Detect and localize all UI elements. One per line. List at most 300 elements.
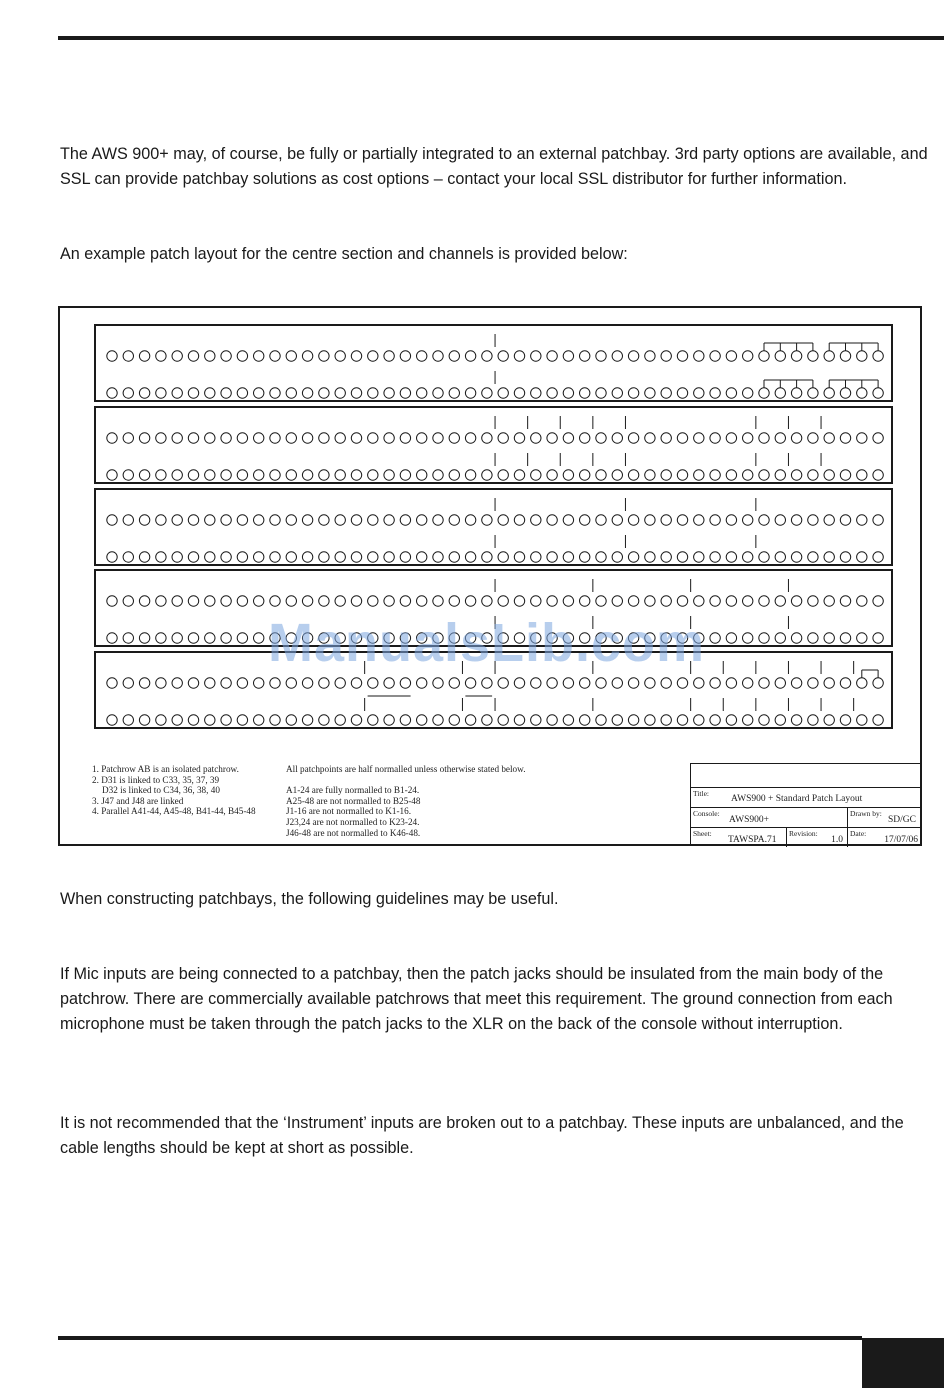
patch-jack [286, 470, 296, 480]
patch-jack [319, 515, 329, 525]
patch-jack [368, 552, 378, 562]
patch-jack [840, 470, 850, 480]
note: 1. Patchrow AB is an isolated patchrow. [92, 764, 239, 774]
link-bracket [764, 380, 813, 388]
patch-jack [433, 552, 443, 562]
patch-jack [221, 470, 231, 480]
patch-jack [857, 552, 867, 562]
patch-jack [254, 433, 264, 443]
patch-jack [368, 433, 378, 443]
patch-jack [759, 715, 769, 725]
patch-jack [759, 552, 769, 562]
patch-jack [188, 633, 198, 643]
patch-jack [873, 515, 883, 525]
patch-jack [791, 678, 801, 688]
patch-jack [465, 715, 475, 725]
patch-jack [580, 678, 590, 688]
patch-jack [547, 470, 557, 480]
bay-1-drawing [96, 326, 891, 400]
patch-jack [351, 351, 361, 361]
patch-jack [628, 678, 638, 688]
patch-jack [563, 596, 573, 606]
patch-jack [531, 470, 541, 480]
patch-jack [547, 351, 557, 361]
note: 2. D31 is linked to C33, 35, 37, 39 [92, 774, 220, 785]
date-cell [848, 828, 922, 847]
patch-jack [319, 552, 329, 562]
patch-jack [335, 715, 345, 725]
page-corner-block [862, 1338, 944, 1388]
patch-jack [123, 433, 133, 443]
patch-jack [645, 678, 655, 688]
patch-jack [433, 515, 443, 525]
sheet-value: TAWSPA.71 [728, 835, 777, 845]
patch-jack [808, 433, 818, 443]
patch-jack [335, 433, 345, 443]
patch-jack [123, 596, 133, 606]
patch-jack [873, 470, 883, 480]
patch-jack [270, 388, 280, 398]
patch-jack [368, 678, 378, 688]
patch-jack [107, 715, 117, 725]
patch-jack [596, 433, 606, 443]
patch-jack [710, 633, 720, 643]
patch-jack [449, 678, 459, 688]
patch-jack [156, 388, 166, 398]
patch-jack [107, 633, 117, 643]
patch-jack [384, 433, 394, 443]
patch-jack [205, 715, 215, 725]
patch-jack [270, 470, 280, 480]
patch-jack [335, 515, 345, 525]
patch-jack [628, 470, 638, 480]
patch-jack [694, 433, 704, 443]
patch-jack [547, 433, 557, 443]
patch-jack [286, 433, 296, 443]
patchbay-row-3 [94, 488, 893, 566]
patch-jack [286, 552, 296, 562]
patch-jack [188, 351, 198, 361]
patch-jack [156, 433, 166, 443]
patch-jack [661, 351, 671, 361]
patch-jack [254, 633, 264, 643]
patch-jack [433, 678, 443, 688]
patch-jack [335, 351, 345, 361]
patch-jack [645, 388, 655, 398]
patch-jack [873, 433, 883, 443]
patch-jack [254, 351, 264, 361]
patch-jack [172, 633, 182, 643]
patch-jack [123, 388, 133, 398]
patch-jack [498, 351, 508, 361]
drawn-by-value: SD/GC [888, 815, 916, 825]
patch-jack [694, 596, 704, 606]
link-bracket [862, 670, 878, 678]
patch-jack [417, 433, 427, 443]
patch-jack [335, 678, 345, 688]
patch-jack [612, 715, 622, 725]
bay-3-drawing [96, 490, 891, 564]
patch-jack [384, 715, 394, 725]
patch-jack [547, 678, 557, 688]
patch-jack [482, 388, 492, 398]
patch-jack [286, 388, 296, 398]
patch-jack [645, 433, 655, 443]
patch-jack [840, 552, 850, 562]
instrument-inputs-paragraph: It is not recommended that the ‘Instrument’ inputs are broken out to a patchbay. These inputs are unbalanced, and the cable lengths should be kept at short as possible. [60, 1114, 904, 1157]
patch-jack [449, 715, 459, 725]
console-label: Console: [693, 809, 720, 818]
patch-jack [384, 678, 394, 688]
patch-jack [188, 678, 198, 688]
patch-jack [775, 633, 785, 643]
date-value: 17/07/06 [884, 835, 918, 845]
patch-jack [824, 552, 834, 562]
patch-jack [840, 596, 850, 606]
patch-jack [840, 388, 850, 398]
title-value: AWS900 + Standard Patch Layout [731, 794, 863, 804]
patch-jack [156, 552, 166, 562]
patch-jack [286, 715, 296, 725]
drawn-by-label: Drawn by: [850, 809, 882, 818]
patch-jack [254, 470, 264, 480]
patch-jack [286, 351, 296, 361]
patch-jack [677, 678, 687, 688]
patch-jack [172, 470, 182, 480]
patch-jack [596, 596, 606, 606]
patch-jack [302, 596, 312, 606]
patch-jack [873, 351, 883, 361]
patch-jack [237, 433, 247, 443]
patch-jack [628, 351, 638, 361]
patch-jack [139, 388, 149, 398]
patch-jack [743, 678, 753, 688]
patch-jack [661, 596, 671, 606]
patch-jack [465, 433, 475, 443]
patch-jack [531, 388, 541, 398]
patch-jack [254, 715, 264, 725]
patch-jack [612, 515, 622, 525]
patch-jack [808, 515, 818, 525]
patch-jack [547, 388, 557, 398]
patch-jack [743, 433, 753, 443]
patch-jack [221, 715, 231, 725]
patch-jack [710, 388, 720, 398]
patch-jack [514, 596, 524, 606]
top-rule [58, 36, 944, 40]
patch-jack [156, 678, 166, 688]
patch-jack [368, 351, 378, 361]
patch-jack [221, 351, 231, 361]
mic-inputs-paragraph: If Mic inputs are being connected to a patchbay, then the patch jacks should be insulated from the main body of the patchrow. There are commercially available patchrows that meet this requirement. The ground connection from each microphone must be taken through the patch jacks to the XLR on the back of the console without interruption. [60, 965, 893, 1033]
patch-jack [824, 351, 834, 361]
link-bracket [764, 343, 813, 351]
patch-jack [612, 678, 622, 688]
patch-jack [123, 678, 133, 688]
patch-jack [873, 678, 883, 688]
patch-jack [743, 351, 753, 361]
patch-jack [302, 388, 312, 398]
patch-jack [123, 715, 133, 725]
patch-jack [628, 596, 638, 606]
patch-jack [840, 351, 850, 361]
patch-jack [563, 433, 573, 443]
patch-jack [808, 388, 818, 398]
patch-jack [873, 715, 883, 725]
patch-jack [596, 715, 606, 725]
patch-jack [351, 552, 361, 562]
patch-jack [694, 351, 704, 361]
patch-jack [237, 715, 247, 725]
patch-jack [547, 715, 557, 725]
patch-jack [726, 552, 736, 562]
patch-jack [563, 470, 573, 480]
patch-jack [335, 470, 345, 480]
patch-jack [400, 678, 410, 688]
patch-jack [824, 433, 834, 443]
patch-jack [710, 351, 720, 361]
patch-jack [417, 678, 427, 688]
patch-jack [172, 596, 182, 606]
patch-jack [840, 515, 850, 525]
patch-jack [107, 515, 117, 525]
patch-jack [759, 388, 769, 398]
patch-jack [645, 552, 655, 562]
patch-jack [759, 470, 769, 480]
patch-jack [726, 715, 736, 725]
patch-jack [645, 515, 655, 525]
patch-jack [645, 351, 655, 361]
patch-jack [677, 552, 687, 562]
patch-jack [482, 678, 492, 688]
patch-jack [645, 715, 655, 725]
patch-jack [172, 433, 182, 443]
patch-jack [775, 515, 785, 525]
patch-jack [498, 433, 508, 443]
patch-jack [824, 678, 834, 688]
patch-jack [775, 715, 785, 725]
patch-jack [335, 388, 345, 398]
patch-jack [139, 470, 149, 480]
patch-jack [580, 715, 590, 725]
patch-jack [449, 515, 459, 525]
patch-jack [368, 596, 378, 606]
patch-jack [791, 470, 801, 480]
patch-jack [824, 388, 834, 398]
patch-jack [677, 351, 687, 361]
patch-jack [433, 351, 443, 361]
patch-jack [514, 715, 524, 725]
patch-jack [417, 351, 427, 361]
patch-jack [254, 388, 264, 398]
patch-jack [139, 351, 149, 361]
patch-jack [156, 596, 166, 606]
patch-jack [302, 351, 312, 361]
patch-jack [205, 678, 215, 688]
normals-heading: All patchpoints are half normalled unless otherwise stated below. [286, 764, 526, 774]
patch-jack [661, 388, 671, 398]
patch-jack [775, 552, 785, 562]
patch-jack [270, 715, 280, 725]
patch-jack [791, 433, 801, 443]
patch-jack [726, 633, 736, 643]
patch-jack [433, 715, 443, 725]
patch-jack [775, 596, 785, 606]
patch-jack [368, 515, 378, 525]
revision-value: 1.0 [831, 835, 843, 845]
patch-jack [384, 596, 394, 606]
patch-jack [237, 633, 247, 643]
patch-jack [677, 515, 687, 525]
patch-jack [417, 515, 427, 525]
patch-jack [172, 552, 182, 562]
patch-jack [384, 388, 394, 398]
patch-jack [107, 552, 117, 562]
patch-jack [808, 470, 818, 480]
patch-jack [482, 433, 492, 443]
patch-jack [237, 388, 247, 398]
patch-jack [205, 515, 215, 525]
patch-jack [808, 351, 818, 361]
patch-jack [433, 388, 443, 398]
patch-jack [172, 678, 182, 688]
patch-jack [400, 515, 410, 525]
guidelines-paragraph: When constructing patchbays, the following guidelines may be useful. [60, 890, 559, 908]
sheet-cell [691, 828, 787, 847]
patch-jack [726, 388, 736, 398]
patch-jack [221, 633, 231, 643]
patch-jack [677, 596, 687, 606]
patch-jack [188, 470, 198, 480]
patch-jack [791, 596, 801, 606]
drawn-by-cell [848, 808, 922, 828]
patch-jack [531, 596, 541, 606]
normal-note: J46-48 are not normalled to K46-48. [286, 827, 421, 838]
patch-jack [857, 388, 867, 398]
patch-jack [107, 470, 117, 480]
patch-jack [857, 470, 867, 480]
patch-jack [237, 596, 247, 606]
patch-jack [351, 388, 361, 398]
patch-jack [514, 388, 524, 398]
patch-jack [205, 596, 215, 606]
patch-jack [482, 351, 492, 361]
patch-jack [465, 351, 475, 361]
patch-jack [400, 715, 410, 725]
patch-jack [726, 470, 736, 480]
patch-jack [498, 388, 508, 398]
patch-jack [791, 633, 801, 643]
patch-jack [417, 388, 427, 398]
patch-jack [465, 678, 475, 688]
patch-jack [188, 715, 198, 725]
patch-jack [465, 470, 475, 480]
patch-jack [319, 596, 329, 606]
patch-jack [857, 715, 867, 725]
patch-jack [873, 633, 883, 643]
patch-jack [710, 552, 720, 562]
patch-jack [465, 515, 475, 525]
patch-jack [156, 351, 166, 361]
patch-jack [319, 470, 329, 480]
patch-jack [368, 715, 378, 725]
date-label: Date: [850, 829, 867, 838]
patchbay-row-1 [94, 324, 893, 402]
patch-jack [270, 678, 280, 688]
patch-jack [612, 351, 622, 361]
patch-jack [107, 351, 117, 361]
patch-jack [172, 388, 182, 398]
patch-jack [531, 515, 541, 525]
patch-jack [221, 388, 231, 398]
patch-jack [319, 388, 329, 398]
patch-jack [726, 515, 736, 525]
patch-jack [596, 351, 606, 361]
patch-jack [580, 388, 590, 398]
patch-jack [384, 552, 394, 562]
patch-jack [205, 633, 215, 643]
patch-jack [188, 433, 198, 443]
patch-jack [873, 596, 883, 606]
normal-note: A1-24 are fully normalled to B1-24. [286, 785, 420, 796]
patch-jack [596, 515, 606, 525]
patch-jack [302, 470, 312, 480]
patch-jack [710, 470, 720, 480]
patch-jack [628, 552, 638, 562]
patch-jack [465, 388, 475, 398]
patch-jack [221, 596, 231, 606]
patch-jack [824, 470, 834, 480]
patch-jack [596, 552, 606, 562]
patch-jack [824, 633, 834, 643]
patch-jack [808, 633, 818, 643]
patch-jack [547, 596, 557, 606]
patch-jack [498, 552, 508, 562]
patch-jack [645, 470, 655, 480]
patch-jack [710, 678, 720, 688]
patch-jack [270, 351, 280, 361]
patch-jack [563, 515, 573, 525]
patch-jack [221, 678, 231, 688]
patch-jack [661, 552, 671, 562]
patch-jack [498, 515, 508, 525]
patch-jack [351, 596, 361, 606]
patch-jack [384, 515, 394, 525]
patch-jack [694, 678, 704, 688]
patch-jack [482, 715, 492, 725]
patch-jack [661, 715, 671, 725]
link-bracket [829, 380, 878, 388]
patch-jack [449, 433, 459, 443]
patch-jack [628, 433, 638, 443]
patch-jack [857, 433, 867, 443]
patch-jack [270, 515, 280, 525]
patch-jack [563, 715, 573, 725]
patch-jack [139, 633, 149, 643]
patch-jack [335, 596, 345, 606]
patch-jack [384, 470, 394, 480]
patch-jack [857, 515, 867, 525]
patch-jack [514, 470, 524, 480]
patch-jack [743, 552, 753, 562]
patch-jack [563, 351, 573, 361]
patch-jack [319, 678, 329, 688]
patch-jack [661, 678, 671, 688]
patch-jack [824, 596, 834, 606]
patch-jack [808, 678, 818, 688]
patch-jack [417, 596, 427, 606]
patch-jack [857, 678, 867, 688]
